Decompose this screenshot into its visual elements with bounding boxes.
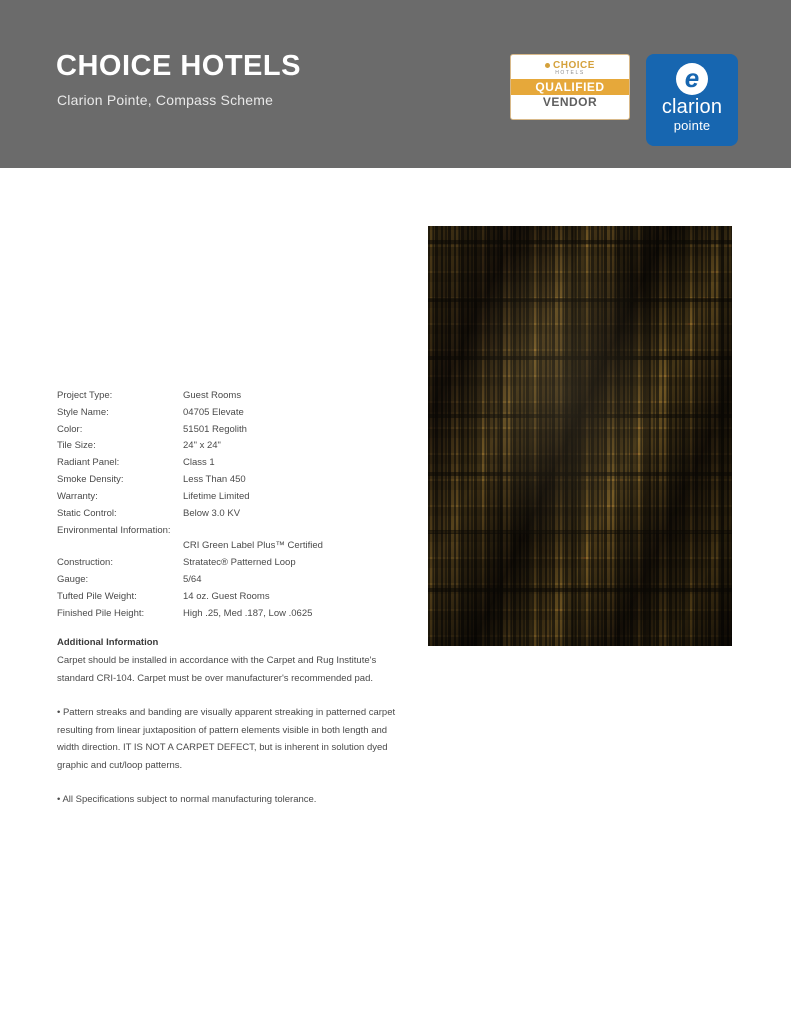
qualified-vendor-badge xyxy=(510,54,630,120)
table-row xyxy=(57,489,377,506)
table-row xyxy=(57,506,377,523)
spec-value: Guest Rooms xyxy=(183,390,242,401)
table-row xyxy=(57,472,377,489)
additional-paragraph: • Pattern streaks and banding are visually apparent streaking in patterned carpet resulting from linear juxtaposition of pattern elements visible in both length and width direction. IT IS NOT A CARPET DEFECT, but is inherent in solution dyed graphic and cut/loop patterns. xyxy=(57,707,396,771)
spec-value: 04705 Elevate xyxy=(183,406,244,418)
spec-value: Less Than 450 xyxy=(183,473,246,485)
table-row xyxy=(57,405,377,422)
page-header xyxy=(0,0,791,168)
table-row xyxy=(57,589,377,606)
specification-table xyxy=(57,388,377,622)
table-row xyxy=(57,522,377,555)
clarion-e-icon xyxy=(676,63,708,95)
choice-brand-sublabel: HOTELS xyxy=(555,70,585,76)
table-row xyxy=(57,572,377,589)
spec-label: Smoke Density: xyxy=(57,473,124,485)
spec-label: Tile Size: xyxy=(57,440,96,452)
spec-value: 14 oz. Guest Rooms xyxy=(183,590,270,602)
clarion-name-label: clarion xyxy=(661,96,723,118)
carpet-swatch-image xyxy=(428,226,732,646)
spec-value: Lifetime Limited xyxy=(183,490,250,502)
qualified-label: QUALIFIED xyxy=(511,79,629,95)
spec-label: Color: xyxy=(57,423,83,435)
spec-value: CRI Green Label Plus™ Certified xyxy=(183,540,323,552)
additional-information-title: Additional Information xyxy=(57,637,159,648)
clarion-pointe-logo xyxy=(646,54,738,146)
spec-label: Project Type: xyxy=(57,390,113,401)
spec-label: Construction: xyxy=(57,557,113,569)
spec-label: Radiant Panel: xyxy=(57,457,120,469)
spec-label: Finished Pile Height: xyxy=(57,607,145,619)
spec-value: 5/64 xyxy=(183,573,202,585)
spec-label: Warranty: xyxy=(57,490,98,502)
page-title: CHOICE HOTELS xyxy=(56,50,301,82)
additional-paragraph: Carpet should be installed in accordance with the Carpet and Rug Institute's standard CRI-104. Carpet must be over manufacturer's recommended pad. xyxy=(57,655,377,684)
table-row xyxy=(57,555,377,572)
vendor-label: VENDOR xyxy=(542,95,598,109)
clarion-sub-label: pointe xyxy=(673,118,711,133)
spec-value: Stratatec® Patterned Loop xyxy=(183,557,296,569)
page-subtitle: Clarion Pointe, Compass Scheme xyxy=(57,92,274,108)
additional-paragraph: • All Specifications subject to normal manufacturing tolerance. xyxy=(57,794,317,805)
spec-value: 51501 Regolith xyxy=(183,423,247,435)
spec-value: Class 1 xyxy=(183,457,215,469)
spec-value: 24" x 24" xyxy=(183,440,221,452)
spec-label: Environmental Information: xyxy=(57,525,171,537)
carpet-vignette xyxy=(428,226,732,646)
table-row xyxy=(57,422,377,439)
spec-value: Below 3.0 KV xyxy=(183,507,241,519)
table-row xyxy=(57,388,377,405)
table-row xyxy=(57,438,377,455)
additional-information-body xyxy=(57,652,409,826)
choice-dot-icon xyxy=(545,63,550,68)
spec-label: Gauge: xyxy=(57,573,89,585)
choice-brand-label: CHOICE xyxy=(511,60,629,71)
spec-label: Tufted Pile Weight: xyxy=(57,590,137,602)
spec-label: Style Name: xyxy=(57,406,109,418)
spec-value: High .25, Med .187, Low .0625 xyxy=(183,607,313,619)
table-row xyxy=(57,455,377,472)
spec-label: Static Control: xyxy=(57,507,117,519)
table-row xyxy=(57,606,377,623)
